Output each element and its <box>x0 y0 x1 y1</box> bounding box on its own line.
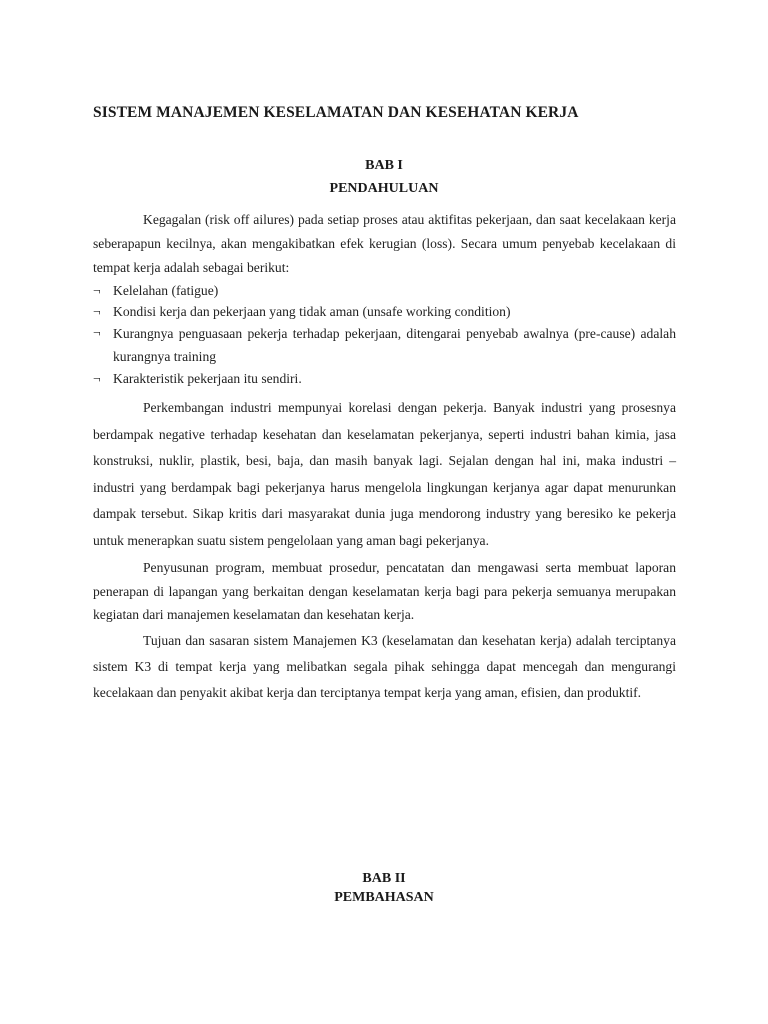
chapter-1-body <box>93 208 676 706</box>
cause-list <box>93 280 676 389</box>
body-paragraph: Penyusunan program, membuat prosedur, pencatatan dan mengawasi serta membuat laporan penerapan di lapangan yang berkaitan dengan keselamatan kerja bagi para pekerja semuanya merupakan kegiatan dari manajemen keselamatan dan kesehatan kerja. <box>93 560 676 622</box>
list-item <box>93 322 676 368</box>
list-item-text: Kondisi kerja dan pekerjaan yang tidak aman (unsafe working condition) <box>113 304 511 319</box>
list-item-text: Kurangnya penguasaan pekerja terhadap pekerjaan, ditengarai penyebab awalnya (pre-cause) adalah kurangnya training <box>113 326 676 364</box>
chapter-2-label: BAB II <box>362 871 406 886</box>
body-paragraph: Tujuan dan sasaran sistem Manajemen K3 (keselamatan dan kesehatan kerja) adalah terciptanya sistem K3 di tempat kerja yang melibatkan segala pihak sehingga dapat mencegah dan mengurangi kecelakaan dan penyakit akibat kerja dan terciptanya tempat kerja yang aman, efisien, dan produktif. <box>93 632 676 700</box>
list-item <box>93 280 676 301</box>
bullet-symbol: ¬ <box>93 304 101 319</box>
chapter-1-label: BAB I <box>365 158 403 173</box>
chapter-1-title: PENDAHULUAN <box>329 181 439 196</box>
list-item <box>93 368 676 389</box>
body-paragraph: Perkembangan industri mempunyai korelasi dengan pekerja. Banyak industri yang prosesnya berdampak negative terhadap kesehatan dan keselamatan pekerjanya, seperti industri bahan kimia, jasa konstruksi, nuklir, plastik, besi, baja, dan masih banyak lagi. Sejalan dengan hal ini, maka industri – industri yang berdampak bagi pekerjanya harus mengelola lingkungan kerjanya agar dapat menurunkan dampak tersebut. Sikap kritis dari masyarakat dunia juga mendorong industry yang beresiko ke pekerja untuk menerapkan suatu sistem pengelolaan yang aman bagi pekerjanya. <box>93 400 676 548</box>
bullet-symbol: ¬ <box>93 283 101 298</box>
list-item <box>93 301 676 322</box>
list-item-text: Karakteristik pekerjaan itu sendiri. <box>113 371 302 386</box>
list-item-text: Kelelahan (fatigue) <box>113 283 219 298</box>
intro-paragraph: Kegagalan (risk off ailures) pada setiap proses atau aktifitas pekerjaan, dan saat kecelakaan kerja seberapapun kecilnya, akan mengakibatkan efek kerugian (loss). Secara umum penyebab kecelakaan di tempat kerja adalah sebagai berikut: <box>93 212 676 275</box>
bullet-symbol: ¬ <box>93 371 101 386</box>
chapter-2-title: PEMBAHASAN <box>334 890 434 905</box>
document-title: SISTEM MANAJEMEN KESELAMATAN DAN KESEHATAN KERJA <box>93 104 579 121</box>
bullet-symbol: ¬ <box>93 325 101 340</box>
